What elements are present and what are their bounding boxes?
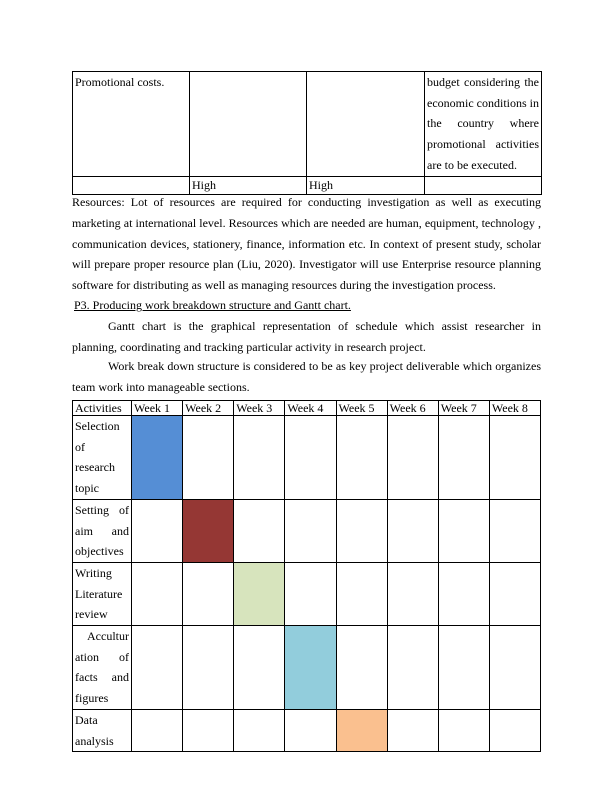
week-cell xyxy=(132,499,183,562)
section-heading: P3. Producing work breakdown structure and Gantt chart. xyxy=(74,298,351,312)
week-cell xyxy=(336,499,387,562)
gantt-row xyxy=(73,709,541,751)
risk-table xyxy=(72,71,542,195)
activity-line: objectives xyxy=(75,544,124,559)
week-cell xyxy=(489,626,540,710)
activity-cell xyxy=(73,709,132,751)
activity-line: figures xyxy=(75,691,109,706)
week-cell xyxy=(234,709,285,751)
activity-line: Selection xyxy=(75,419,120,433)
week-cell xyxy=(336,626,387,710)
week-cell xyxy=(183,626,234,710)
gantt-bar-cell xyxy=(234,562,285,625)
week-cell xyxy=(132,562,183,625)
paragraph-line: planning, coordinating and tracking particular activity in research project. xyxy=(72,339,426,354)
week-cell xyxy=(387,709,438,751)
header-week-1: Week 1 xyxy=(132,401,183,416)
week-cell xyxy=(234,499,285,562)
risk-impact-cell xyxy=(190,72,307,177)
week-cell xyxy=(234,416,285,500)
gantt-bar-cell xyxy=(132,416,183,500)
header-activities: Activities xyxy=(73,401,132,416)
mitigation-line: economic conditions in xyxy=(427,95,539,110)
week-cell xyxy=(285,499,336,562)
week-cell xyxy=(234,626,285,710)
header-week-3: Week 3 xyxy=(234,401,285,416)
week-cell xyxy=(438,416,489,500)
week-cell xyxy=(438,626,489,710)
activity-line: review xyxy=(75,607,108,622)
week-cell xyxy=(387,562,438,625)
week-cell xyxy=(489,499,540,562)
week-cell xyxy=(183,562,234,625)
week-cell xyxy=(183,416,234,500)
week-cell xyxy=(336,416,387,500)
week-cell xyxy=(285,562,336,625)
gantt-bar-cell xyxy=(336,709,387,751)
activity-line: of xyxy=(75,439,85,454)
week-cell xyxy=(489,416,540,500)
activity-line: topic xyxy=(75,481,99,496)
week-cell xyxy=(132,626,183,710)
gantt-table xyxy=(72,400,541,752)
week-cell xyxy=(438,499,489,562)
header-week-5: Week 5 xyxy=(336,401,387,416)
activity-line: Writing xyxy=(75,565,112,580)
gantt-row xyxy=(73,499,541,562)
week-cell xyxy=(489,709,540,751)
paragraph-line: Gantt chart is the graphical representation of schedule which assist researcher in xyxy=(108,319,541,333)
risk-impact-cell: High xyxy=(190,176,307,194)
risk-row-promotional xyxy=(73,72,542,177)
week-cell xyxy=(387,626,438,710)
activity-cell xyxy=(73,499,132,562)
paragraph-line: marketing at international level. Resources which are needed are human, equipment, technology , xyxy=(72,215,541,230)
mitigation-line: budget considering the xyxy=(427,75,539,89)
risk-probability-cell: High xyxy=(307,176,425,194)
activity-cell xyxy=(73,626,132,710)
header-week-7: Week 7 xyxy=(438,401,489,416)
week-cell xyxy=(387,499,438,562)
activity-line: analysis xyxy=(75,733,114,748)
gantt-row xyxy=(73,562,541,625)
paragraph-line: Resources: Lot of resources are required for conducting investigation as well as executing xyxy=(72,195,541,209)
week-cell xyxy=(285,416,336,500)
week-cell xyxy=(183,709,234,751)
week-cell xyxy=(336,562,387,625)
paragraph-line: team work into manageable sections. xyxy=(72,379,250,394)
risk-activity-cell: Promotional costs. xyxy=(73,72,190,177)
week-cell xyxy=(438,709,489,751)
activity-line: ation of xyxy=(75,649,129,664)
week-cell xyxy=(285,709,336,751)
week-cell xyxy=(132,709,183,751)
risk-probability-cell xyxy=(307,72,425,177)
activity-line: facts and xyxy=(75,670,129,685)
week-cell xyxy=(387,416,438,500)
gantt-row xyxy=(73,626,541,710)
gantt-paragraph xyxy=(72,316,541,358)
header-week-6: Week 6 xyxy=(387,401,438,416)
paragraph-line: software for distributing as well as managing resources during the investigation process. xyxy=(72,278,496,293)
activity-line: Literature xyxy=(75,586,123,601)
paragraph-line: communication devices, stationery, finance, information etc. In context of present study, scholar xyxy=(72,236,541,251)
gantt-row xyxy=(73,416,541,500)
header-week-8: Week 8 xyxy=(489,401,540,416)
resources-paragraph xyxy=(72,192,541,296)
week-cell xyxy=(438,562,489,625)
gantt-bar-cell xyxy=(285,626,336,710)
activity-line: aim and xyxy=(75,523,129,538)
header-week-4: Week 4 xyxy=(285,401,336,416)
activity-line: Setting of xyxy=(75,502,129,517)
header-week-2: Week 2 xyxy=(183,401,234,416)
paragraph-line: will prepare proper resource plan (Liu, 2020). Investigator will use Enterprise resource planning xyxy=(72,257,541,272)
paragraph-line: Work break down structure is considered to be as key project deliverable which organizes xyxy=(108,359,541,373)
week-cell xyxy=(489,562,540,625)
activity-line: Data xyxy=(75,712,98,727)
activity-cell xyxy=(73,562,132,625)
wbs-paragraph xyxy=(72,356,541,398)
mitigation-line: are to be executed. xyxy=(427,157,517,172)
gantt-header-row xyxy=(73,401,541,416)
activity-line: research xyxy=(75,460,115,475)
gantt-bar-cell xyxy=(183,499,234,562)
mitigation-line: promotional activities xyxy=(427,137,539,152)
risk-mitigation-cell xyxy=(425,72,542,177)
activity-cell xyxy=(73,416,132,500)
mitigation-line: the country where xyxy=(427,116,539,131)
activity-line: Accultur xyxy=(75,629,129,644)
